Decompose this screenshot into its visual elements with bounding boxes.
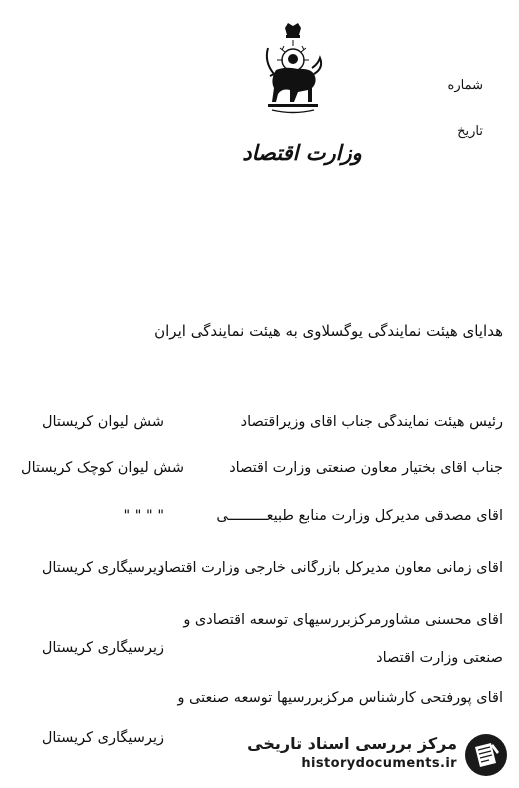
- gift-item: زیرسیگاری کریستال: [41, 730, 164, 746]
- date-label: تاریخ: [457, 124, 483, 139]
- number-label: شماره: [447, 78, 483, 93]
- list-item: [0, 508, 519, 538]
- recipient-name: آقای زمانی معاون مدیرکل بازرگانی خارجی وزارت اقتصاد: [158, 560, 503, 576]
- lion-and-sun-emblem-icon: [258, 22, 328, 117]
- list-item: [0, 460, 519, 490]
- gift-item: زیرسیگاری کریستال: [41, 640, 164, 656]
- gift-item: زیرسیگاری کریستال: [41, 560, 164, 576]
- list-item: [0, 612, 519, 656]
- gift-item: شش لیوان کریستال: [41, 414, 164, 430]
- ministry-title: وزارت اقتصاد: [242, 140, 362, 165]
- watermark-url: historydocuments.ir: [301, 756, 457, 771]
- recipient-name: آقای محسنی مشاورمرکزبررسیهای توسعه اقتصادی و: [183, 612, 503, 628]
- recipient-name: آقای مصدقی مدیرکل وزارت منابع طبیعـــــــــی: [216, 508, 503, 524]
- gift-item: شش لیوان کوچک کریستال: [21, 460, 184, 476]
- list-item: [0, 414, 519, 444]
- document-heading: هدایای هیئت نمایندگی یوگسلاوی به هیئت نمایندگی ایران: [154, 322, 503, 340]
- gift-item: " " " ": [123, 508, 164, 524]
- recipient-name: جناب آقای بختیار معاون صنعتی وزارت اقتصاد: [229, 460, 503, 476]
- recipient-name: صنعتی وزارت اقتصاد: [376, 650, 503, 666]
- recipient-name: رئیس هیئت نمایندگی جناب آقای وزیراقتصاد: [240, 414, 503, 430]
- recipient-name: آقای پورفتحی کارشناس مرکزبررسیها توسعه صنعتی و: [177, 690, 503, 706]
- list-item: [0, 650, 519, 680]
- watermark: [230, 726, 515, 784]
- list-item: [0, 560, 519, 590]
- watermark-title: مرکز بررسی اسناد تاریخی: [247, 734, 457, 753]
- document-seal-icon: [463, 732, 509, 778]
